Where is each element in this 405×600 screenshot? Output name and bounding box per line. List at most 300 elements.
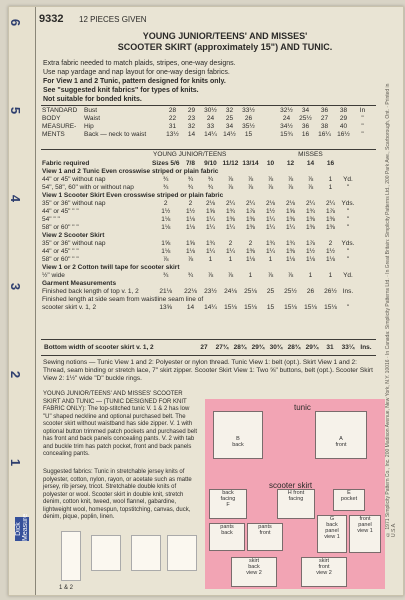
- yardage-value: ⅞: [287, 184, 294, 191]
- yardage-value: 1⅛: [325, 256, 335, 263]
- yardage-value: 1¼: [225, 248, 235, 255]
- measurement-value: [258, 131, 277, 139]
- yardage-value: 1: [208, 256, 213, 263]
- yardage-value: 1½: [305, 248, 315, 255]
- tunic-front-piece: [315, 411, 367, 459]
- yardage-value: 1⅜: [325, 224, 335, 231]
- yardage-value: 1⅝: [205, 208, 215, 215]
- measurement-value: 36: [301, 123, 310, 130]
- garment-value: 21⅛: [159, 288, 173, 295]
- fabric-width-label: 58" or 60" " ": [42, 224, 79, 231]
- size-header: 7/8: [185, 160, 195, 167]
- measurement-value: 24: [282, 115, 291, 122]
- garment-value: Ins.: [342, 288, 354, 295]
- ruler-number: 2: [8, 370, 24, 379]
- note-line: See "suggested knit fabrics" for types of knits.: [43, 87, 199, 94]
- front-facing-piece: [277, 489, 315, 519]
- yardage-value: ⅞: [287, 272, 294, 279]
- measurement-value: 29: [187, 107, 196, 114]
- divider: [41, 355, 376, 356]
- yardage-value: 1: [268, 256, 273, 263]
- measurement-row: [41, 131, 372, 139]
- yardage-value: ": [346, 216, 350, 223]
- section-heading: View 1 and 2 Tunic Even crosswise striped or plain fabric: [42, 168, 219, 175]
- fabric-width-label: 35" or 36" without nap: [42, 240, 106, 247]
- bottom-width-value: 27: [200, 344, 208, 351]
- piece-label: back: [222, 490, 234, 496]
- measurement-value: 36: [320, 107, 329, 114]
- yardage-value: 1¼: [205, 224, 215, 231]
- measurement-label: Back — neck to waist: [84, 131, 147, 138]
- yardage-value: 1¼: [285, 224, 295, 231]
- garment-value: 14: [186, 304, 195, 311]
- yardage-value: 1⅜: [225, 216, 235, 223]
- garment-value: 13⅝: [159, 304, 173, 311]
- measurement-value: ": [361, 115, 364, 122]
- yardage-value: 1⅞: [325, 208, 335, 215]
- garment-value: 14¼: [204, 304, 217, 311]
- piece-label: front: [259, 530, 271, 536]
- yardage-value: Yd.: [343, 176, 353, 183]
- measurement-value: 31: [168, 123, 177, 130]
- divider: [41, 339, 376, 340]
- yardage-value: 1: [248, 272, 253, 279]
- measurement-row: [41, 123, 372, 131]
- measurement-group-label: STANDARD: [42, 107, 78, 114]
- measurement-value: 23: [187, 115, 196, 122]
- piece-label: front: [335, 442, 347, 448]
- size-header: 13/14: [242, 160, 259, 167]
- yardage-value: ": [346, 256, 350, 263]
- yardage-value: 1⅜: [245, 216, 255, 223]
- pattern-title: [75, 31, 375, 53]
- garment-value: 24⅛: [224, 288, 237, 295]
- measurement-value: 32½: [280, 107, 293, 114]
- size-header: 10: [266, 160, 275, 167]
- measurement-value: 30½: [204, 107, 217, 114]
- garment-value: 15⅛: [304, 304, 317, 311]
- yardage-value: 1⅞: [305, 240, 315, 247]
- yardage-value: ⅞: [247, 184, 254, 191]
- yardage-value: 2: [163, 200, 168, 207]
- measurement-value: 38: [320, 123, 329, 130]
- measurement-group-label: BODY: [42, 115, 61, 122]
- piece-letter: F: [226, 502, 230, 508]
- section-heading: View 2 Scooter Skirt: [42, 232, 105, 239]
- measurement-value: ": [361, 131, 364, 138]
- size-group-labels: [153, 151, 323, 159]
- piece-label: back: [326, 522, 338, 528]
- yardage-value: 1⅜: [325, 216, 335, 223]
- yardage-value: 1: [328, 184, 333, 191]
- garment-value: ": [346, 304, 350, 311]
- piece-label: H front: [287, 490, 305, 496]
- yardage-value: ¾: [207, 176, 214, 183]
- size-header: 14: [306, 160, 315, 167]
- garment-label: scooter skirt v. 1, 2: [42, 304, 97, 311]
- yardage-value: 1¾: [305, 208, 315, 215]
- bottom-width-row: [43, 342, 375, 353]
- garment-value: 25½: [284, 288, 297, 295]
- piece-letter: A: [339, 436, 343, 442]
- title-line: SCOOTER SKIRT (approximately 15") AND TUNIC.: [117, 42, 333, 52]
- ruler-number: 1: [8, 458, 24, 467]
- yardage-value: ⅞: [163, 256, 169, 263]
- pattern-envelope: [8, 6, 404, 596]
- view-drawings: [39, 529, 204, 599]
- bottom-width-value: 29¾: [251, 344, 265, 351]
- measurement-value: [258, 115, 277, 123]
- ruler-number: 4: [8, 194, 24, 203]
- piece-label: skirt: [318, 558, 330, 564]
- suggested-fabrics: Suggested fabrics: Tunic in stretchable jersey knits of polyester, cotton, nylon, rayon, or acetate such as matte jersey, rib jersey, tricot. Stretchable double knits of polyester or wool. Scooter skirt in double knit, stretch denim, cotton knit, tweed, wool flannel, gabardine, lightweight wool, homespun, topstitching, canvas, duck, denim, pique, poplin, linen.: [43, 469, 192, 520]
- fabric-width-label: ½" wide: [42, 272, 65, 279]
- fabric-table: [41, 160, 355, 312]
- bottom-width-value: 30¾: [269, 344, 283, 351]
- size-header-label: Fabric required: [42, 160, 90, 167]
- piece-label: panel: [325, 528, 339, 534]
- yardage-value: 2⅛: [205, 200, 215, 207]
- measurement-value: 15¾: [280, 131, 293, 138]
- yardage-value: ¾: [163, 176, 169, 183]
- yardage-value: ": [346, 184, 350, 191]
- size-group: YOUNG JUNIOR/TEENS: [153, 151, 227, 158]
- yardage-value: 1⅛: [161, 248, 171, 255]
- yardage-value: ¾: [187, 176, 194, 183]
- measurement-value: 38: [339, 107, 348, 114]
- yardage-value: 2¼: [245, 200, 255, 207]
- yardage-value: 1⅝: [185, 240, 195, 247]
- yardage-value: Yds.: [341, 200, 355, 207]
- skirt-back-piece: [231, 557, 277, 587]
- yardage-value: 1⅛: [185, 224, 195, 231]
- garment-label: Finished length at side seam from waistline seam line of: [42, 296, 204, 303]
- yardage-value: ⅞: [227, 272, 234, 279]
- yardage-value: 2¼: [225, 200, 235, 207]
- measurement-value: ": [361, 123, 364, 130]
- measurement-label: Bust: [84, 107, 98, 114]
- yardage-value: 1⅛: [185, 248, 195, 255]
- measurement-value: 32: [187, 123, 196, 130]
- yardage-value: ": [346, 224, 350, 231]
- bottom-width-value: 27¾: [215, 344, 229, 351]
- piece-label: pants: [258, 524, 272, 530]
- piece-label: back: [221, 530, 233, 536]
- yardage-value: ¾: [163, 272, 169, 279]
- piece-label: skirt: [248, 558, 260, 564]
- view-label: 1 & 2: [59, 585, 74, 591]
- yardage-value: ⅞: [227, 176, 234, 183]
- garment-value: 15⅛: [284, 304, 297, 311]
- measurement-value: 33½: [242, 107, 255, 114]
- measurement-group-label: MEASURE-: [42, 123, 77, 130]
- fabric-width-label: 54", 58", 60" with or without nap: [42, 184, 134, 191]
- measurement-value: 26: [244, 115, 253, 122]
- piece-label: front: [359, 516, 371, 522]
- body-measurements: [41, 107, 372, 139]
- bottom-width-value: 31: [326, 344, 334, 351]
- garment-value: 22⅛: [184, 288, 197, 295]
- yardage-value: 2¼: [305, 200, 315, 207]
- yardage-value: 1¾: [205, 240, 215, 247]
- divider: [41, 149, 376, 150]
- title-line: YOUNG JUNIOR/TEENS' AND MISSES': [142, 31, 308, 41]
- measurement-value: 16½: [337, 131, 350, 138]
- size-group: MISSES: [298, 151, 323, 158]
- measurement-value: 40: [339, 123, 348, 130]
- section-heading: Garment Measurements: [42, 280, 117, 287]
- garment-value: 15: [266, 304, 275, 311]
- yardage-value: 1¼: [205, 248, 215, 255]
- fabric-row: [41, 272, 355, 280]
- garment-row: [41, 304, 355, 312]
- fabric-row: [41, 176, 355, 184]
- yardage-value: 1¼: [265, 248, 275, 255]
- bottom-width-label: Bottom width of scooter skirt v. 1, 2: [44, 344, 154, 351]
- yardage-value: 1⅜: [305, 224, 315, 231]
- yardage-value: 1½: [325, 248, 335, 255]
- piece-label: pants: [220, 524, 234, 530]
- measurement-group-label: MENTS: [42, 131, 65, 138]
- yardage-value: ⅞: [187, 256, 194, 263]
- measure-ruler: [9, 7, 36, 595]
- piece-letter: G: [329, 516, 335, 522]
- yardage-value: 1½: [161, 208, 171, 215]
- fabric-width-label: 44" or 45" without nap: [42, 176, 106, 183]
- fabric-row: [41, 208, 355, 216]
- yardage-value: ¾: [163, 184, 169, 191]
- measurement-value: 15: [244, 131, 253, 138]
- sewing-notions: Sewing notions — Tunic View 1 and 2: Polyester or nylon thread. Tunic View 1: belt (opt.). Skirt View 1 and 2: Thread, seam binding or stretch lace, 7" skirt zipper. Scooter Skirt View 1: Two ⅝" buttons, belt (opt.). Scooter Skirt View 2: 1½" wide "D" buckle rings.: [43, 359, 373, 382]
- piece-label: view 1: [357, 528, 373, 534]
- yardage-value: 2¼: [325, 200, 335, 207]
- garment-row: [41, 288, 355, 296]
- yardage-value: ⅞: [227, 184, 234, 191]
- size-header: 16: [326, 160, 335, 167]
- bottom-width-value: 28¾: [233, 344, 247, 351]
- piece-label: front: [318, 564, 330, 570]
- measurement-value: 34½: [280, 123, 293, 130]
- garment-value: 15⅛: [244, 304, 257, 311]
- front-panel-piece: [349, 515, 381, 553]
- note-line: Use nap yardage and nap layout for one-way design fabrics.: [43, 69, 230, 76]
- section-heading: View 1 or 2 Cotton twill tape for scooter skirt: [42, 264, 180, 271]
- measurement-value: 34: [301, 107, 310, 114]
- piece-label: panel: [358, 522, 372, 528]
- fabric-row: [41, 200, 355, 208]
- yardage-value: ¾: [187, 272, 194, 279]
- back-facing-piece: [209, 489, 247, 519]
- garment-value: 25: [266, 288, 275, 295]
- yardage-value: 1½: [265, 208, 275, 215]
- size-header: 11/12: [222, 160, 239, 167]
- pieces-given: 12 PIECES GIVEN: [79, 15, 147, 24]
- skirt-drawing: [131, 535, 161, 571]
- measurement-label: Hip: [84, 123, 94, 130]
- yardage-value: ⅞: [247, 176, 254, 183]
- measurement-value: 14: [187, 131, 196, 138]
- piece-label: facing: [220, 496, 236, 502]
- measurement-value: In: [359, 107, 366, 114]
- yardage-value: ⅞: [267, 176, 274, 183]
- garment-label: Finished back length of top v. 1, 2: [42, 288, 139, 295]
- fabric-width-label: 58" or 60" " ": [42, 256, 79, 263]
- piece-label: view 2: [246, 570, 262, 576]
- yardage-value: 1: [328, 176, 333, 183]
- yardage-value: 1⅜: [285, 216, 295, 223]
- yardage-value: ": [346, 248, 350, 255]
- measurement-row: [41, 107, 372, 115]
- fabric-row: [41, 248, 355, 256]
- yardage-value: 2: [248, 240, 253, 247]
- pants-front-piece: [247, 523, 283, 551]
- piece-label: view 1: [324, 534, 340, 540]
- yardage-value: ⅞: [287, 176, 294, 183]
- measurement-value: 16¼: [318, 131, 331, 138]
- yardage-value: 1¾: [265, 240, 275, 247]
- tunic-label: tunic: [294, 403, 311, 412]
- skirt-drawing: [91, 535, 121, 571]
- garment-value: 15⅛: [324, 304, 337, 311]
- fabric-row: [41, 216, 355, 224]
- bottom-width-value: 33¼: [341, 344, 355, 351]
- yardage-value: 1⅜: [305, 216, 315, 223]
- yardage-value: Yds.: [341, 240, 355, 247]
- measurement-value: 24: [206, 115, 215, 122]
- ruler-number: 6: [8, 18, 24, 27]
- yardage-value: ⅞: [267, 184, 274, 191]
- pants-back-piece: [209, 523, 245, 551]
- measurement-value: 16: [301, 131, 310, 138]
- measurement-value: 13½: [166, 131, 179, 138]
- garment-value: 26½: [324, 288, 337, 295]
- fabric-notes: [43, 59, 373, 104]
- fabric-section-heading: [41, 232, 355, 240]
- yardage-value: 1⅝: [285, 208, 295, 215]
- yardage-value: ⅞: [307, 176, 314, 183]
- fabric-row: [41, 240, 355, 248]
- measurement-row: [41, 115, 372, 123]
- fabric-width-label: 35" or 36" without nap: [42, 200, 106, 207]
- yardage-value: ⅞: [207, 272, 214, 279]
- fabric-width-label: 54" " ": [42, 216, 60, 223]
- tunic-back-piece: [213, 411, 263, 459]
- pattern-description: YOUNG JUNIOR/TEENS' AND MISSES' SCOOTER SKIRT AND TUNIC — (TUNIC DESIGNED FOR KNIT FABRIC ONLY): The top-stitched tunic V. 1 & 2 has low "U" shaped neckline and optional purchased belt. The scooter skirt without waistband has side zipper. V. 1 with optional button trimmed patch pockets and purchased belt has front and back panels concealing pants. V. 2 with tab and buckle trim has patch pocket, front and back panels concealing pants.: [43, 391, 198, 457]
- measurement-label: Waist: [84, 115, 101, 122]
- measurement-value: 25: [225, 115, 234, 122]
- yardage-value: 1⅜: [285, 248, 295, 255]
- garment-row: [41, 296, 355, 304]
- size-header-row: [41, 160, 355, 168]
- measurement-value: 25½: [299, 115, 312, 122]
- yardage-value: 2: [328, 240, 333, 247]
- yardage-value: 2⅛: [265, 200, 275, 207]
- note-line: Not suitable for bonded knits.: [43, 96, 142, 103]
- piece-label: back: [248, 564, 260, 570]
- yardage-value: 1¼: [205, 216, 215, 223]
- bottom-width-value: 29¾: [305, 344, 319, 351]
- note-line: Extra fabric needed to match plaids, stripes, one-way designs.: [43, 60, 236, 67]
- yardage-value: 2: [188, 200, 193, 207]
- pocket-piece: [333, 489, 365, 511]
- piece-label: back: [232, 442, 244, 448]
- piece-letter: B: [236, 436, 240, 442]
- fabric-section-heading: [41, 168, 355, 176]
- yardage-value: 1: [328, 272, 333, 279]
- yardage-value: 1: [228, 256, 233, 263]
- fabric-row: [41, 256, 355, 264]
- size-header: Sizes 5/6: [152, 160, 180, 167]
- yardage-value: ": [346, 208, 350, 215]
- yardage-value: 1¼: [265, 224, 275, 231]
- ruler-number: 5: [8, 106, 24, 115]
- bottom-width-value: 28¾: [287, 344, 301, 351]
- piece-label: view 2: [316, 570, 332, 576]
- yardage-value: 1: [308, 272, 313, 279]
- yardage-value: ⅞: [307, 184, 314, 191]
- garment-value: 23½: [204, 288, 217, 295]
- garment-value: 25⅛: [244, 288, 257, 295]
- yardage-value: 1⅜: [245, 224, 255, 231]
- measurement-value: 14¼: [204, 131, 217, 138]
- measurement-value: 32: [225, 107, 234, 114]
- yardage-value: 2: [228, 240, 233, 247]
- fabric-section-heading: [41, 264, 355, 272]
- size-header: 12: [286, 160, 295, 167]
- divider: [41, 105, 376, 106]
- section-heading: View 1 Scooter Skirt Even crosswise striped or plain fabric: [42, 192, 224, 199]
- measurement-value: [258, 107, 277, 115]
- yardage-value: 1⅛: [285, 256, 295, 263]
- piece-letter: E: [347, 490, 351, 496]
- size-header: 9/10: [204, 160, 217, 167]
- yardage-value: 1⅛: [185, 216, 195, 223]
- fabric-section-heading: [41, 192, 355, 200]
- copyright-text: © 1971 Simplicity Pattern Co., Inc. 200 Madison Avenue, New York, N.Y. 10016 · In Canada: Simplicity Patterns Ltd. · In Great Britain: Simplicity Patterns Ltd., 200 Park Ave., Scarborough, Ont. · Printed in U.S.A.: [385, 83, 397, 537]
- yardage-value: 1⅜: [245, 248, 255, 255]
- yardage-value: 1¼: [265, 216, 275, 223]
- garment-value: 26: [306, 288, 315, 295]
- measurement-value: 27: [320, 115, 329, 122]
- measurement-value: 34: [225, 123, 234, 130]
- yardage-value: 1⅛: [245, 256, 255, 263]
- measurement-value: [258, 123, 277, 131]
- ruler-number: 3: [8, 282, 24, 291]
- yardage-value: ¾: [187, 184, 194, 191]
- skirt-front-piece: [301, 557, 347, 587]
- garment-value: 15⅛: [224, 304, 237, 311]
- yardage-value: 1⅛: [305, 256, 315, 263]
- measurement-value: 22: [168, 115, 177, 122]
- measurement-value: 35½: [242, 123, 255, 130]
- yardage-value: 1½: [185, 208, 195, 215]
- fabric-width-label: 44" or 45" " ": [42, 208, 79, 215]
- yardage-value: ⅞: [267, 272, 274, 279]
- measurement-value: 28: [168, 107, 177, 114]
- piece-label: facing: [288, 496, 304, 502]
- back-panel-piece: [317, 515, 347, 553]
- yardage-value: 1⅞: [245, 208, 255, 215]
- yardage-value: 1¾: [285, 240, 295, 247]
- yardage-value: ¾: [207, 184, 214, 191]
- fabric-width-label: 44" or 45" " ": [42, 248, 79, 255]
- yardage-value: 1¾: [225, 208, 235, 215]
- tunic-drawing: [61, 531, 81, 581]
- yardage-value: 1¼: [225, 224, 235, 231]
- yardage-value: 1⅛: [161, 224, 171, 231]
- yardage-value: 1⅛: [161, 216, 171, 223]
- skirt-drawing: [167, 535, 197, 571]
